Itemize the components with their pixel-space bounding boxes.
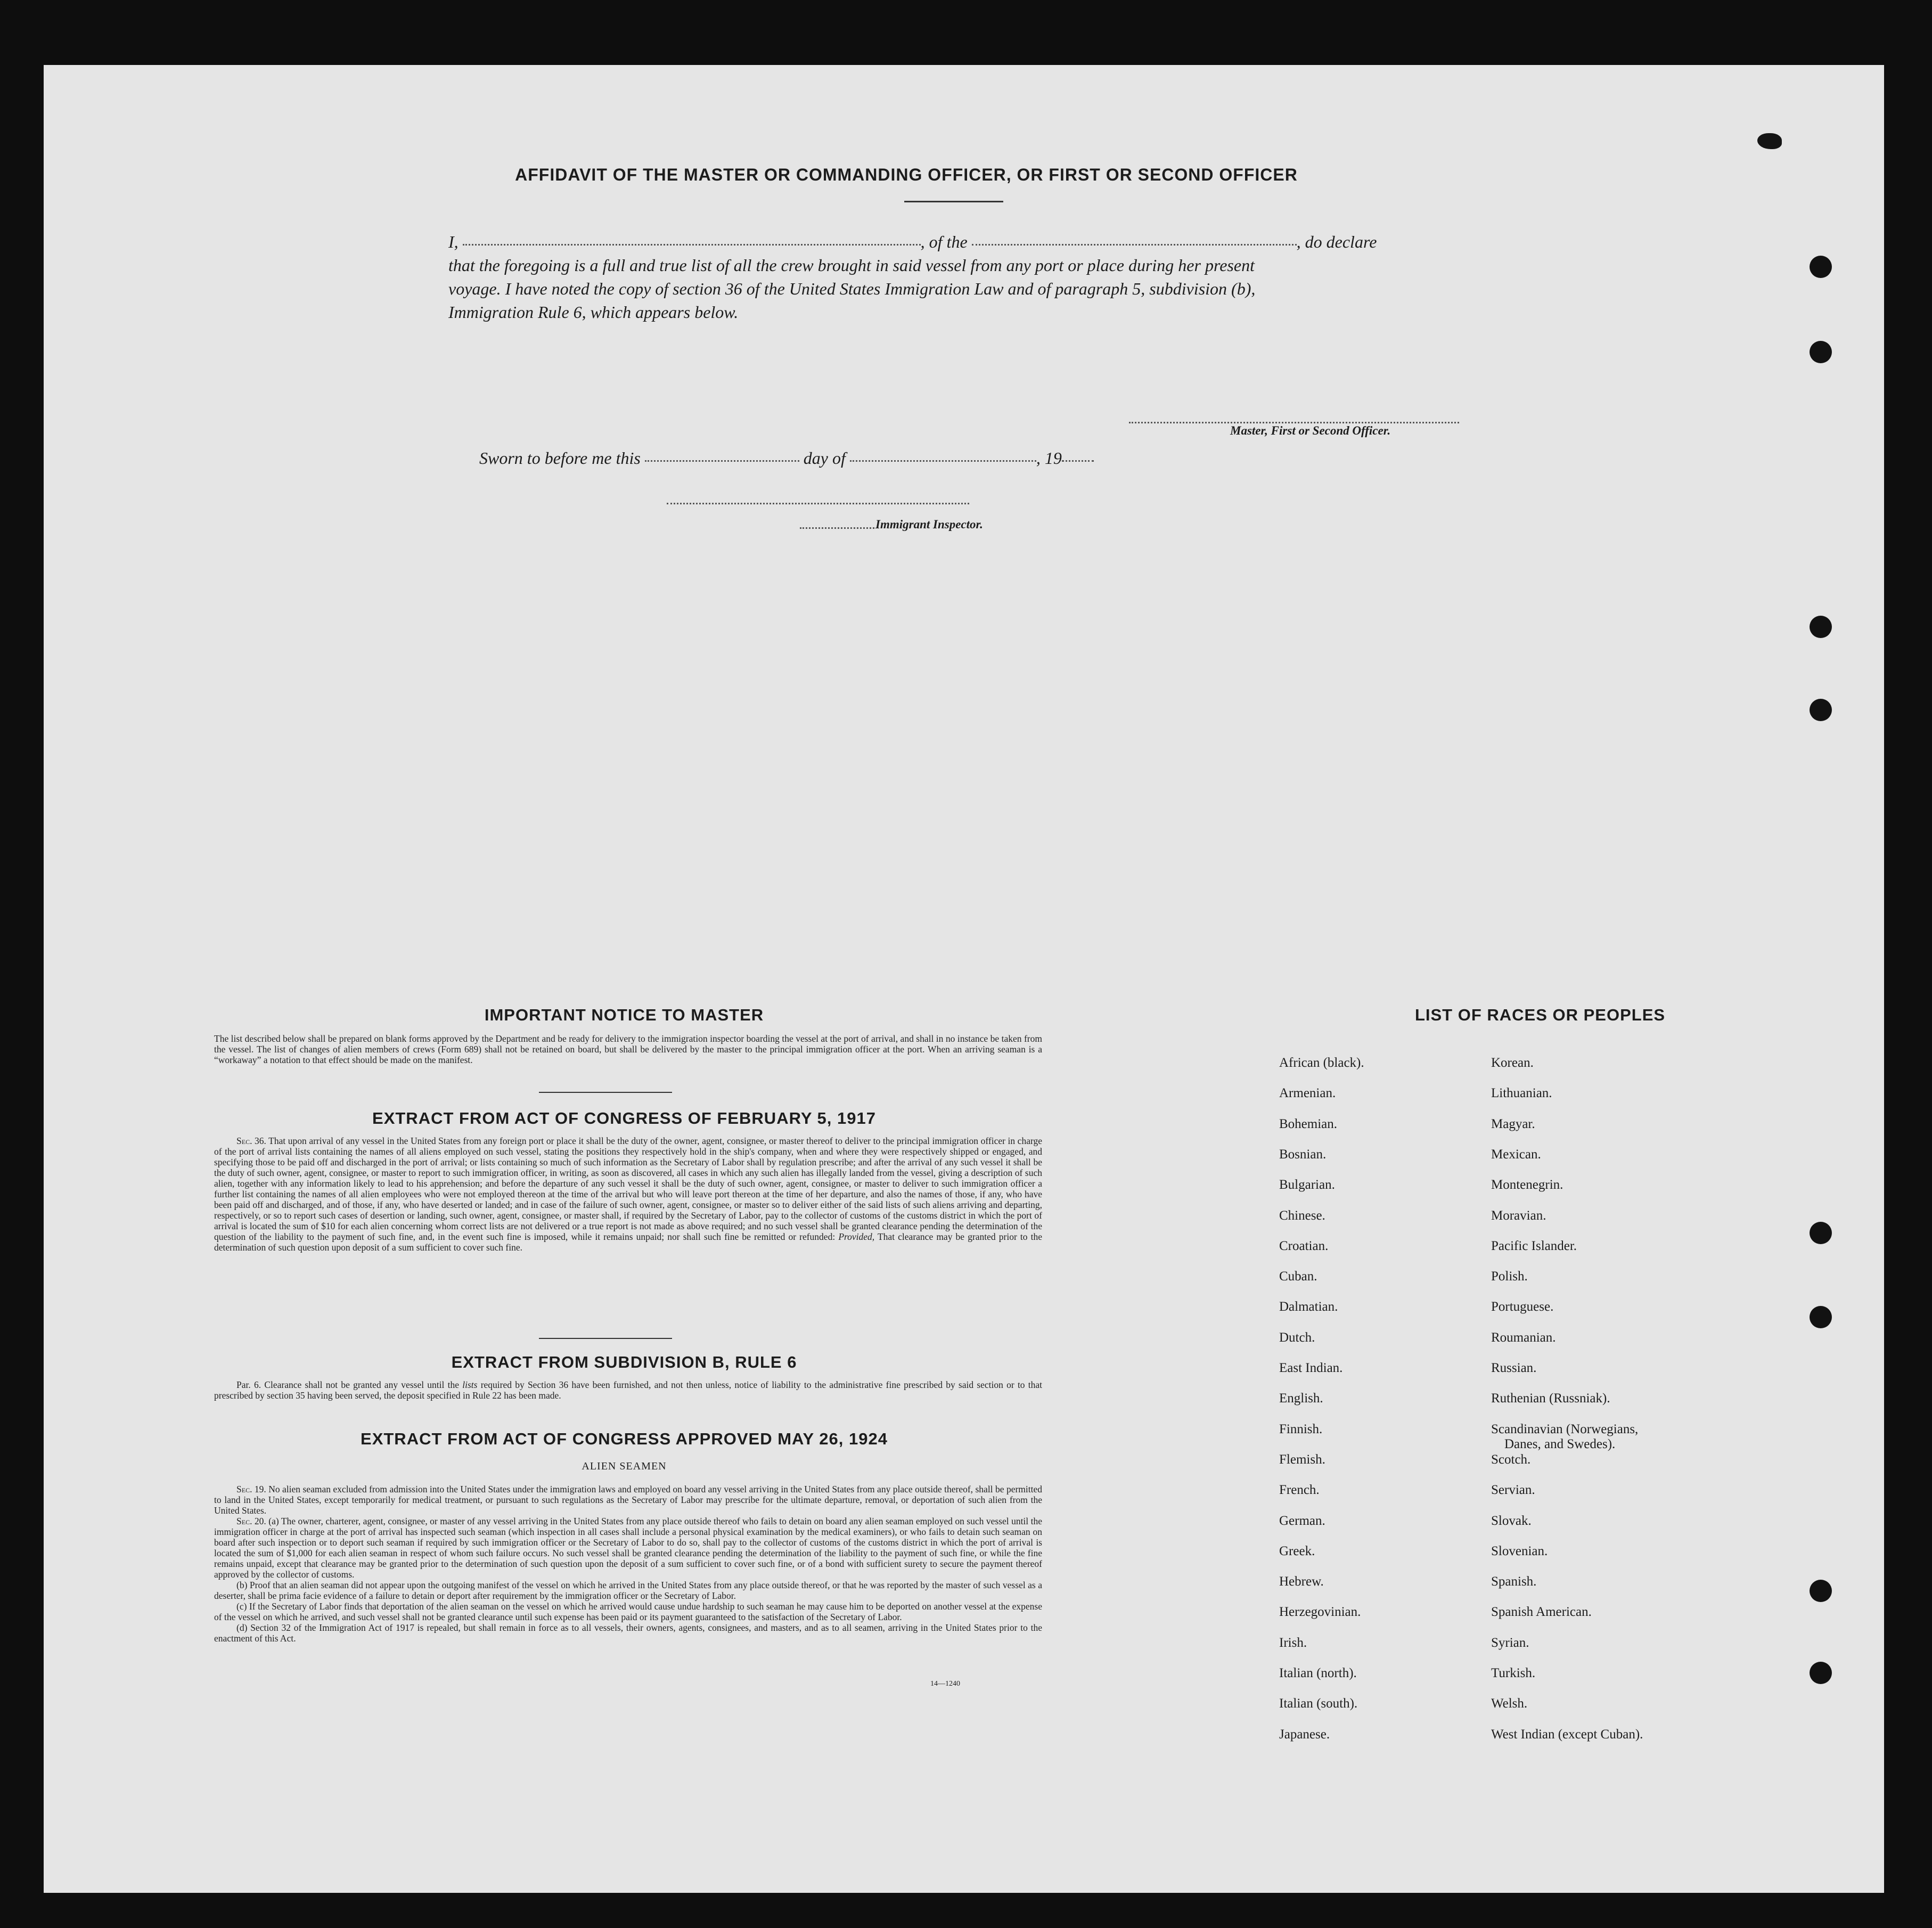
race-item: Roumanian. bbox=[1491, 1330, 1556, 1345]
race-item: Italian (south). bbox=[1279, 1696, 1358, 1711]
race-item: Moravian. bbox=[1491, 1208, 1546, 1223]
race-item: Flemish. bbox=[1279, 1452, 1325, 1467]
title-divider bbox=[904, 201, 1003, 202]
extract-rule6-title: EXTRACT FROM SUBDIVISION B, RULE 6 bbox=[451, 1353, 797, 1371]
race-item: Magyar. bbox=[1491, 1117, 1535, 1131]
sec19-label: Sec. 19. bbox=[236, 1484, 266, 1494]
affidavit-line-1 bbox=[448, 230, 1481, 254]
race-item: Bohemian. bbox=[1279, 1117, 1338, 1131]
race-item: Lithuanian. bbox=[1491, 1086, 1552, 1100]
punch-hole bbox=[1810, 1222, 1832, 1244]
race-item: Scandinavian (Norwegians, Danes, and Swedes). bbox=[1491, 1422, 1639, 1451]
sec20d-paragraph: (d) Section 32 of the Immigration Act of 1917 is repealed, but shall remain in force as to all vessels, their owners, agents, consignees, and masters, and as to all seamen, arriving in the United States prior to the enactment of this Act. bbox=[214, 1622, 1042, 1644]
race-item: Cuban. bbox=[1279, 1269, 1317, 1284]
sworn-line bbox=[479, 446, 1512, 470]
punch-hole bbox=[1810, 256, 1832, 278]
race-item: Hebrew. bbox=[1279, 1574, 1324, 1589]
notice-divider bbox=[539, 1092, 672, 1093]
day-of-text: day of bbox=[803, 448, 846, 468]
race-item: Armenian. bbox=[1279, 1086, 1336, 1100]
form-number: 14—1240 bbox=[930, 1680, 960, 1688]
race-item: Russian. bbox=[1491, 1361, 1537, 1375]
race-item: Italian (north). bbox=[1279, 1666, 1357, 1680]
affidavit-line-4: Immigration Rule 6, which appears below. bbox=[448, 303, 739, 322]
race-item: East Indian. bbox=[1279, 1361, 1343, 1375]
inspector-label: Immigrant Inspector. bbox=[875, 518, 983, 531]
extract-1924-title: EXTRACT FROM ACT OF CONGRESS APPROVED MAY 26, 1924 bbox=[361, 1429, 888, 1448]
race-item: Ruthenian (Russniak). bbox=[1491, 1391, 1610, 1406]
extract-1924-text bbox=[214, 1484, 1042, 1644]
race-item: Herzegovinian. bbox=[1279, 1605, 1361, 1619]
race-item: Chinese. bbox=[1279, 1208, 1325, 1223]
rule6-text-a: Par. 6. Clearance shall not be granted any vessel until the bbox=[236, 1379, 459, 1390]
extract-1917-divider bbox=[539, 1338, 672, 1339]
inspector-short-line bbox=[800, 527, 874, 529]
race-item: Bulgarian. bbox=[1279, 1178, 1335, 1192]
inspector-signature-line[interactable] bbox=[667, 503, 969, 504]
sec20b-paragraph: (b) Proof that an alien seaman did not appear upon the outgoing manifest of the vessel on which he arrived in the United States from any place outside thereof, or that he was reported by the master of such vessel as a deserter, shall be prima facie evidence of a failure to detain or deport after requirement by the immigration officer or the Secretary of Labor. bbox=[214, 1580, 1042, 1601]
sec20a-body: (a) The owner, charterer, agent, consignee, or master of any vessel arriving in the United States from any place outside thereof who fails to detain on board any alien seaman employed on such vessel until the immigration officer in charge at the port of arrival has inspected such seaman (which inspection in all cases shall include a personal physical examination by the medical examiners), or who fails to detain such seaman on board after such inspection or to deport such seaman if required by such immigration officer or the Secretary of Labor to do so, shall pay to the collector of customs of the customs district in which the port of arrival is located the sum of $1,000 for each alien seaman in respect of whom such failure occurs. No such vessel shall be granted clearance pending the determination of the liability to the payment of such fine, or while the fine remains unpaid, except that clearance may be granted prior to the determination of such question upon the deposit of a sum sufficient to cover such fine, or of a bond with sufficient surety to secure the payment thereof approved by the collector of customs. bbox=[214, 1516, 1042, 1580]
rule6-lists-word: lists bbox=[462, 1379, 478, 1390]
race-item: Mexican. bbox=[1491, 1147, 1541, 1162]
races-title: LIST OF RACES OR PEOPLES bbox=[1414, 1006, 1666, 1024]
declarant-prefix: I, bbox=[448, 232, 459, 251]
race-item: Croatian. bbox=[1279, 1239, 1329, 1253]
race-item: Scotch. bbox=[1491, 1452, 1531, 1467]
sec20c-paragraph: (c) If the Secretary of Labor finds that deportation of the alien seaman on the vessel on which he arrived would cause undue hardship to such seaman he may cause him to be deported on another vessel at the expense of the vessel on which he arrived, and such vessel shall not be granted clearance until such expense has been paid or its payment guaranteed to the satisfaction of the Secretary of Labor. bbox=[214, 1601, 1042, 1622]
sec19-paragraph bbox=[214, 1484, 1042, 1516]
ink-blot bbox=[1757, 133, 1782, 149]
race-item: Spanish. bbox=[1491, 1574, 1537, 1589]
race-item: Dutch. bbox=[1279, 1330, 1315, 1345]
race-item: Turkish. bbox=[1491, 1666, 1536, 1680]
race-item: Finnish. bbox=[1279, 1422, 1323, 1436]
affidavit-line-2: that the foregoing is a full and true list of all the crew brought in said vessel from any port or place during her present bbox=[448, 256, 1255, 275]
race-item: West Indian (except Cuban). bbox=[1491, 1727, 1643, 1742]
race-item: French. bbox=[1279, 1483, 1320, 1497]
notice-title: IMPORTANT NOTICE TO MASTER bbox=[484, 1006, 764, 1024]
race-item: Montenegrin. bbox=[1491, 1178, 1563, 1192]
affidavit-title: AFFIDAVIT OF THE MASTER OR COMMANDING OFFICER, OR FIRST OR SECOND OFFICER bbox=[515, 165, 1298, 184]
punch-hole bbox=[1810, 616, 1832, 638]
race-item: Bosnian. bbox=[1279, 1147, 1327, 1162]
sworn-year-field[interactable] bbox=[1062, 460, 1094, 462]
sec20-label: Sec. 20. bbox=[236, 1516, 266, 1526]
declare-text: , do declare bbox=[1296, 232, 1377, 251]
race-item: Dalmatian. bbox=[1279, 1300, 1338, 1314]
provided-text: That clearance may be granted prior to the determination of such question upon deposit of a sum sufficient to cover such fine. bbox=[214, 1231, 1043, 1253]
race-item: African (black). bbox=[1279, 1056, 1364, 1070]
punch-hole bbox=[1810, 1662, 1832, 1684]
extract-rule6-text bbox=[214, 1379, 1042, 1401]
sec19-body: No alien seaman excluded from admission into the United States under the immigration laws and employed on board any vessel arriving in the United States from any place outside thereof, shall be permitted to land in the United States, except temporarily for medical treatment, or pursuant to such regulations as the Secretary of Labor may prescribe for the ultimate departure, removal, or deportation of such alien from the United States. bbox=[214, 1484, 1042, 1516]
punch-hole bbox=[1810, 1580, 1832, 1602]
extract-1917-text bbox=[214, 1135, 1042, 1253]
race-item: Greek. bbox=[1279, 1544, 1315, 1558]
alien-seamen-subtitle: ALIEN SEAMEN bbox=[582, 1460, 667, 1472]
race-item: Polish. bbox=[1491, 1269, 1528, 1284]
race-item: German. bbox=[1279, 1514, 1325, 1528]
sworn-month-field[interactable] bbox=[850, 460, 1036, 462]
race-item: Irish. bbox=[1279, 1636, 1307, 1650]
race-item: Portuguese. bbox=[1491, 1300, 1554, 1314]
race-item: Welsh. bbox=[1491, 1696, 1528, 1711]
race-item: Slovak. bbox=[1491, 1514, 1532, 1528]
sworn-text: Sworn to before me this bbox=[479, 448, 641, 468]
race-item: Pacific Islander. bbox=[1491, 1239, 1577, 1253]
race-item: English. bbox=[1279, 1391, 1323, 1406]
sec20a-paragraph bbox=[214, 1516, 1042, 1580]
race-item: Korean. bbox=[1491, 1056, 1534, 1070]
master-signature-label: Master, First or Second Officer. bbox=[1230, 424, 1391, 437]
sworn-day-field[interactable] bbox=[645, 460, 799, 462]
notice-text: The list described below shall be prepared on blank forms approved by the Department and be ready for delivery to the immigration inspector boarding the vessel at the port of arrival, and shall in no instance be taken from the vessel. The list of changes of alien members of crews (Form 689) shall not be retained on board, but shall be delivered by the master to the principal immigration officer at the port. When an arriving seaman is a “workaway” a notation to that effect should be made on the manifest. bbox=[214, 1033, 1042, 1065]
punch-hole bbox=[1810, 341, 1832, 363]
year-prefix: , 19 bbox=[1036, 448, 1062, 468]
vessel-name-field[interactable] bbox=[972, 244, 1297, 246]
declarant-name-field[interactable] bbox=[463, 244, 921, 246]
race-item: Slovenian. bbox=[1491, 1544, 1548, 1558]
provided-label: Provided, bbox=[838, 1231, 875, 1242]
affidavit-line-3: voyage. I have noted the copy of section 36 of the United States Immigration Law and of paragraph 5, subdivision (b), bbox=[448, 279, 1256, 298]
rule6-text-b: required by Section 36 have been furnished, and not then unless, notice of liability to the administrative fine prescribed by said section or to that prescribed by section 35 having been served, the deposit specified in Rule 22 has been made. bbox=[214, 1379, 1043, 1401]
document-page bbox=[44, 65, 1884, 1893]
race-item: Servian. bbox=[1491, 1483, 1535, 1497]
race-item: Syrian. bbox=[1491, 1636, 1529, 1650]
race-item: Japanese. bbox=[1279, 1727, 1330, 1742]
sec36-label: Sec. 36. bbox=[236, 1135, 266, 1146]
master-signature-line[interactable] bbox=[1129, 422, 1459, 423]
extract-1917-title: EXTRACT FROM ACT OF CONGRESS OF FEBRUARY 5, 1917 bbox=[372, 1109, 876, 1128]
race-item: Spanish American. bbox=[1491, 1605, 1592, 1619]
punch-hole bbox=[1810, 699, 1832, 721]
sec36-body: That upon arrival of any vessel in the United States from any foreign port or place it shall be the duty of the owner, agent, consignee, or master thereof to deliver to the principal immigration officer in charge of the port of arrival lists containing the names of all aliens employed on such vessel, stating the positions they respectively hold in the ship's company, when and where they were respectively shipped or engaged, and specifying those to be paid off and discharged in the port of arrival; or lists containing so much of such information as the Secretary of Labor shall by regulation prescribe; and after the arrival of any such vessel it shall be the duty of such owner, agent, consignee, or master to report to such immigration officer, in writing, as soon as discovered, all cases in which any such alien has illegally landed from the vessel, giving a description of such alien, together with any information likely to lead to his apprehension; and before the departure of any such vessel it shall be the duty of such owner, agent, consignee, or master to deliver to such immigration officer a further list containing the names of all alien employees who were not employed thereon at the time of the arrival but who will leave port thereon at the time of her departure, and also the names of those, if any, who have been paid off and discharged, and of those, if any, who have deserted or landed; and in case of the failure of such owner, agent, consignee, or master so to deliver either of the said lists of such aliens arriving and departing, respectively, or so to report such cases of desertion or landing, such owner, agent, consignee, or master shall, if required by the Secretary of Labor, pay to the collector of customs of the customs district in which the port of arrival is located the sum of $10 for each alien concerning whom correct lists are not delivered or a true report is not made as above required; and no such vessel shall be granted clearance pending the determination of the question of the liability to the payment of such fine, and, in the event such fine is imposed, while it remains unpaid; nor shall such fine be remitted or refunded: bbox=[214, 1135, 1042, 1242]
of-the-text: , of the bbox=[920, 232, 968, 251]
punch-hole bbox=[1810, 1306, 1832, 1328]
